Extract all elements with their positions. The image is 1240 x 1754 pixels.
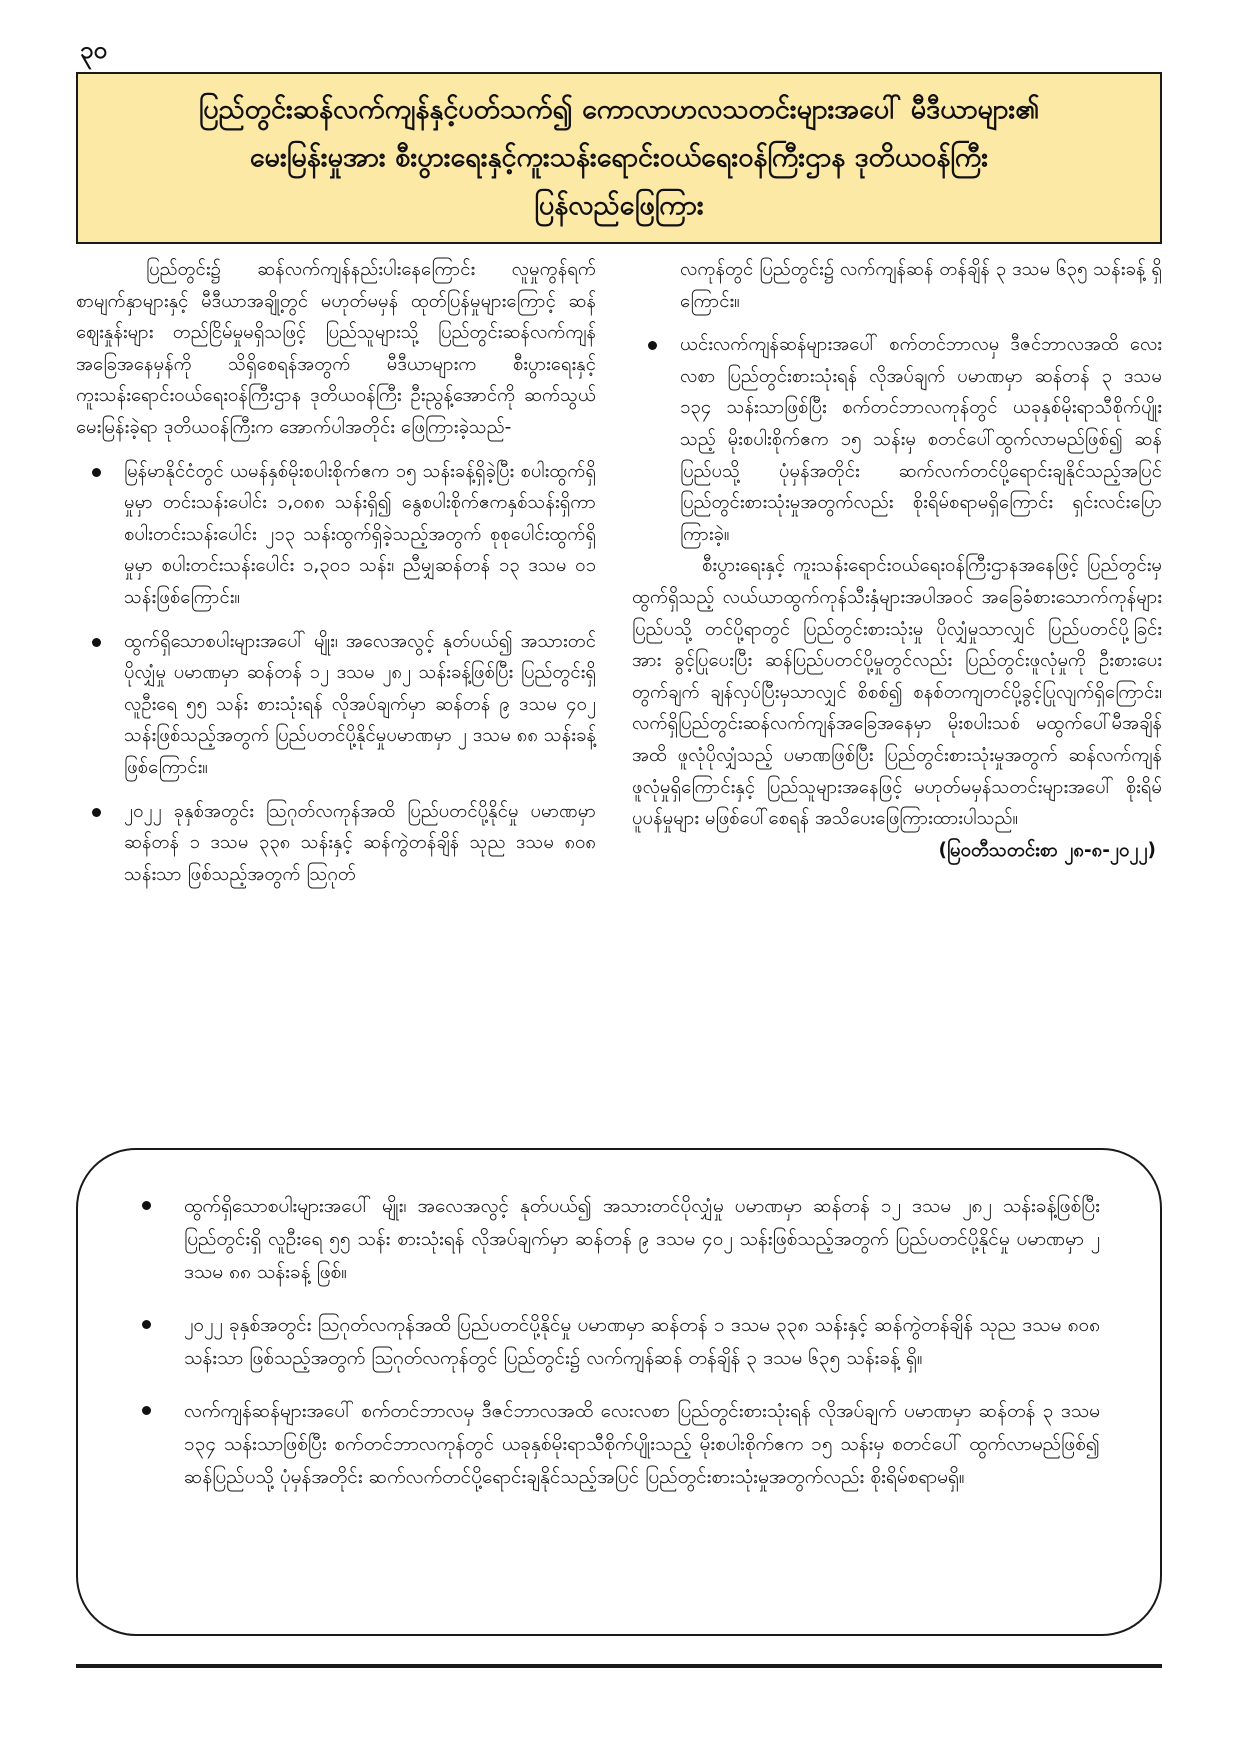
intro-paragraph: ပြည်တွင်း၌ ဆန်လက်ကျန်နည်းပါးနေကြောင်း လူမှုကွန်ရက်စာမျက်နှာများနှင့် မီဒီယာအချို့တွင် မဟုတ်မမှန် ထုတ်ပြန်မှုများကြောင့် ဆန်ဈေးနှုန်းများ တည်ငြိမ်မှုမရှိသဖြင့် ပြည်သူများသို့ ပြည်တွင်းဆန်လက်ကျန် အခြေအနေမှန်ကို သိရှိစေရန်အတွက် မီဒီယာများက စီးပွားရေးနှင့် ကူးသန်းရောင်းဝယ်ရေးဝန်ကြီးဌာန ဒုတိယဝန်ကြီး ဦးညွန့်အောင်ကို ဆက်သွယ်မေးမြန်းခဲ့ရာ ဒုတိယဝန်ကြီးက အောက်ပါအတိုင်း ဖြေကြားခဲ့သည်- (76, 259, 596, 438)
bullet-icon (92, 638, 101, 647)
bottom-divider (76, 1664, 1162, 1668)
list-item (76, 456, 596, 614)
title-line-3: ပြန်လည်ဖြေကြား (534, 190, 704, 221)
list-item (76, 626, 596, 784)
summary-box (76, 1148, 1162, 1636)
list-item (76, 796, 596, 891)
right-column (632, 254, 1162, 866)
left-column (76, 254, 596, 890)
bullet-icon (142, 1320, 151, 1329)
bullet-text: ထွက်ရှိသောစပါးများအပေါ် မျိုး၊ အလေအလွင့် နုတ်ပယ်၍ အသားတင်ပိုလျှံမှု ပမာဏမှာ ဆန်တန် ၁၂ ဒသမ ၂၈၂ သန်းခန့်ဖြစ်ပြီး ပြည်တွင်းရှိ လူဦးရေ ၅၅ သန်း စားသုံးရန် လိုအပ်ချက်မှာ ဆန်တန် ၉ ဒသမ ၄၀၂ သန်းဖြစ်သည့်အတွက် ပြည်ပတင်ပို့နိုင်မှုပမာဏမှာ ၂ ဒသမ ၈၈ သန်းခန့် ဖြစ်ကြောင်း။ (124, 630, 596, 778)
source-citation: (မြဝတီသတင်းစာ ၂၈-၈-၂၀၂၂) (938, 839, 1156, 861)
summary-text: ၂၀၂၂ ခုနှစ်အတွင်း ဩဂုတ်လကုန်အထိ ပြည်ပတင်ပို့နိုင်မှု ပမာဏမှာ ဆန်တန် ၁ ဒသမ ၃၃၈ သန်းနှင့် ဆန်ကွဲတန်ချိန် သုည ဒသမ ၈၀၈ သန်းသာ ဖြစ်သည့်အတွက် ဩဂုတ်လကုန်တွင် ပြည်တွင်း၌ လက်ကျန်ဆန် တန်ချိန် ၃ ဒသမ ၆၃၅ သန်းခန့် ရှိ။ (184, 1314, 1100, 1369)
list-item (632, 329, 1162, 550)
continuation-text: လကုန်တွင် ပြည်တွင်း၌ လက်ကျန်ဆန် တန်ချိန် ၃ ဒသမ ၆၃၅ သန်းခန့် ရှိ ကြောင်း။ (680, 259, 1162, 312)
title-line-1: ပြည်တွင်းဆန်လက်ကျန်နှင့်ပတ်သက်၍ ကောလာဟလသတင်းများအပေါ် မီဒီယာများ၏ (198, 94, 1040, 125)
summary-text: လက်ကျန်ဆန်များအပေါ် စက်တင်ဘာလမှ ဒီဇင်ဘာလအထိ လေးလစာ ပြည်တွင်းစားသုံးရန် လိုအပ်ချက် ပမာဏမှာ ဆန်တန် ၃ ဒသမ ၁၃၄ သန်းသာဖြစ်ပြီး စက်တင်ဘာလကုန်တွင် ယခုနှစ်မိုးရာသီစိုက်ပျိုးသည့် မိုးစပါးစိုက်ဧက ၁၅ သန်းမှ စတင်ပေါ် ထွက်လာမည်ဖြစ်၍ ဆန်ပြည်ပသို့ ပုံမှန်အတိုင်း ဆက်လက်တင်ပို့ရောင်းချနိုင်သည့်အပြင် ပြည်တွင်းစားသုံးမှုအတွက်လည်း စိုးရိမ်စရာမရှိ။ (184, 1400, 1100, 1488)
closing-paragraph: စီးပွားရေးနှင့် ကူးသန်းရောင်းဝယ်ရေးဝန်ကြီးဌာနအနေဖြင့် ပြည်တွင်းမှထွက်ရှိသည့် လယ်ယာထွက်ကုန်သီးနှံများအပါအဝင် အခြေခံစားသောက်ကုန်များပြည်ပသို့ တင်ပို့ရာတွင် ပြည်တွင်းစားသုံးမှု ပိုလျှံမှုသာလျှင် ပြည်ပတင်ပို့ခြင်းအား ခွင့်ပြုပေးပြီး ဆန်ပြည်ပတင်ပို့မှုတွင်လည်း ပြည်တွင်းဖူလုံမှုကို ဦးစားပေးတွက်ချက် ချန်လှပ်ပြီးမှသာလျှင် စိစစ်၍ စနစ်တကျတင်ပို့ခွင့်ပြုလျက်ရှိကြောင်း၊ လက်ရှိပြည်တွင်းဆန်လက်ကျန်အခြေအနေမှာ မိုးစပါးသစ် မထွက်ပေါ်မီအချိန်အထိ ဖူလုံပိုလျှံသည့် ပမာဏဖြစ်ပြီး ပြည်တွင်းစားသုံးမှုအတွက် ဆန်လက်ကျန် ဖူလုံမှုရှိကြောင်းနှင့် ပြည်သူများအနေဖြင့် မဟုတ်မမှန်သတင်းများအပေါ် စိုးရိမ်ပူပန်မှုများ မဖြစ်ပေါ်စေရန် အသိပေးဖြေကြားထားပါသည်။ (632, 555, 1162, 830)
article-columns (76, 254, 1162, 1134)
list-item (134, 1309, 1100, 1375)
page-number: ၃၀ (80, 36, 107, 64)
list-item (134, 1395, 1100, 1494)
bullet-icon (92, 468, 101, 477)
bullet-text: ယင်းလက်ကျန်ဆန်များအပေါ် စက်တင်ဘာလမှ ဒီဇင်ဘာလအထိ လေးလစာ ပြည်တွင်းစားသုံးရန် လိုအပ်ချက် ပမာဏမှာ ဆန်တန် ၃ ဒသမ ၁၃၄ သန်းသာဖြစ်ပြီး စက်တင်ဘာလကုန်တွင် ယခုနှစ်မိုးရာသီစိုက်ပျိုးသည့် မိုးစပါးစိုက်ဧက ၁၅ သန်းမှ စတင်ပေါ်ထွက်လာမည်ဖြစ်၍ ဆန်ပြည်ပသို့ ပုံမှန်အတိုင်း ဆက်လက်တင်ပို့ရောင်းချနိုင်သည့်အပြင် ပြည်တွင်းစားသုံးမှုအတွက်လည်း စိုးရိမ်စရာမရှိကြောင်း ရှင်းလင်းပြောကြားခဲ့။ (680, 334, 1162, 545)
bullet-text: ၂၀၂၂ ခုနှစ်အတွင်း ဩဂုတ်လကုန်အထိ ပြည်ပတင်ပို့နိုင်မှု ပမာဏမှာ ဆန်တန် ၁ ဒသမ ၃၃၈ သန်းနှင့် ဆန်ကွဲတန်ချိန် သုည ဒသမ ၈၀၈ သန်းသာ ဖြစ်သည့်အတွက် ဩဂုတ် (124, 800, 596, 885)
bullet-icon (142, 1406, 151, 1415)
list-item (134, 1190, 1100, 1289)
bullet-icon (142, 1201, 151, 1210)
title-box (76, 72, 1162, 244)
title-line-2: မေးမြန်းမှုအား စီးပွားရေးနှင့်ကူးသန်းရောင်းဝယ်ရေးဝန်ကြီးဌာန ဒုတိယဝန်ကြီး (249, 142, 989, 173)
bullet-icon (648, 341, 657, 350)
bullet-icon (92, 808, 101, 817)
summary-text: ထွက်ရှိသောစပါးများအပေါ် မျိုး၊ အလေအလွင့် နုတ်ပယ်၍ အသားတင်ပိုလျှံမှု ပမာဏမှာ ဆန်တန် ၁၂ ဒသမ ၂၈၂ သန်းခန့်ဖြစ်ပြီး ပြည်တွင်းရှိ လူဦးရေ ၅၅ သန်း စားသုံးရန် လိုအပ်ချက်မှာ ဆန်တန် ၉ ဒသမ ၄၀၂ သန်းဖြစ်သည့်အတွက် ပြည်ပတင်ပို့နိုင်မှု ပမာဏမှာ ၂ ဒသမ ၈၈ သန်းခန့် ဖြစ်။ (184, 1195, 1100, 1283)
bullet-text: မြန်မာနိုင်ငံတွင် ယမန်နှစ်မိုးစပါးစိုက်ဧက ၁၅ သန်းခန့်ရှိခဲ့ပြီး စပါးထွက်ရှိမှုမှာ တင်းသန်းပေါင်း ၁,၀၈၈ သန်းရှိ၍ နွေစပါးစိုက်ဧကနှစ်သန်းရှိကာ စပါးတင်းသန်းပေါင်း ၂၁၃ သန်းထွက်ရှိခဲ့သည့်အတွက် စုစုပေါင်းထွက်ရှိမှုမှာ စပါးတင်းသန်းပေါင်း ၁,၃၀၁ သန်း၊ ညီမျှဆန်တန် ၁၃ ဒသမ ၀၁ သန်းဖြစ်ကြောင်း။ (124, 460, 596, 608)
